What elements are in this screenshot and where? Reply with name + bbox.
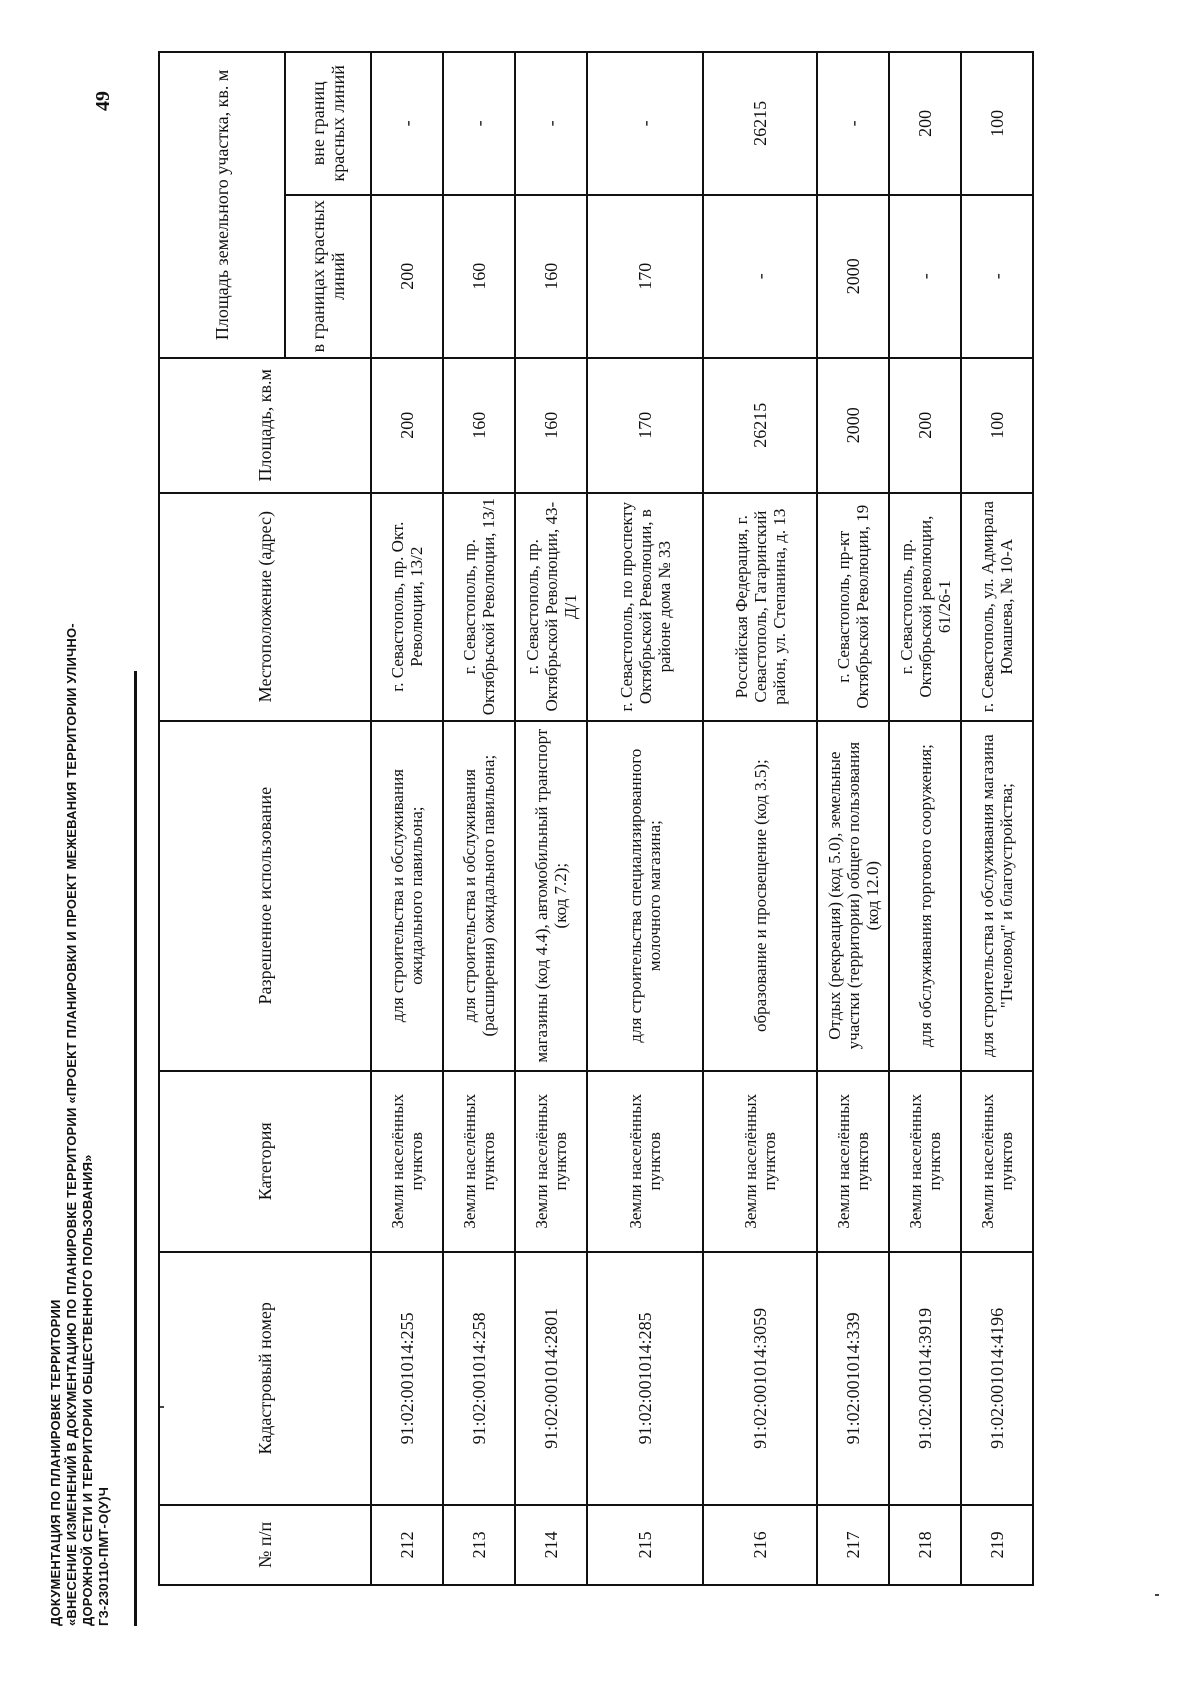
cell-category: Земли населённых пунктов [961,1071,1033,1252]
header-num: № п/п [159,1505,371,1585]
cell-category: Земли населённых пунктов [703,1071,817,1252]
cell-location: г. Севастополь, пр. Октябрьской революции, 61/26-1 [889,493,961,721]
cell-outside: 26215 [703,52,817,195]
cell-area: 200 [371,358,443,493]
cell-outside: - [817,52,889,195]
cell-permitted-use: для обслуживания торгового сооружения; [889,721,961,1071]
cell-permitted-use: для строительства и обслуживания магазина "Пчеловод" и благоустройства; [961,721,1033,1071]
cell-area: 26215 [703,358,817,493]
document-header [48,66,112,1626]
cell-permitted-use: Отдых (рекреация) (код 5.0), земельные участки (территории) общего пользования (код 12.0) [817,721,889,1071]
cell-inside: 160 [443,195,515,358]
cell-cadastral: 91:02:001014:3059 [703,1252,817,1505]
cell-cadastral: 91:02:001014:255 [371,1252,443,1505]
cell-num: 215 [587,1505,703,1585]
cell-inside: - [961,195,1033,358]
cell-category: Земли населённых пунктов [515,1071,587,1252]
cell-num: 216 [703,1505,817,1585]
cell-location: г. Севастополь, пр. Октябрьской Революции, 43-Д/1 [515,493,587,721]
cell-inside: 2000 [817,195,889,358]
cell-permitted-use: магазины (код 4.4), автомобильный транспорт (код 7.2); [515,721,587,1071]
cell-cadastral: 91:02:001014:339 [817,1252,889,1505]
cell-location: Российская Федерация, г. Севастополь, Гагаринский район, ул. Степанина, д. 13 [703,493,817,721]
table-row [587,52,703,1585]
header-location: Местоположение (адрес) [159,493,371,721]
cell-category: Земли населённых пунктов [443,1071,515,1252]
header-category: Категория [159,1071,371,1252]
cell-area: 170 [587,358,703,493]
cell-inside: 170 [587,195,703,358]
parcels-table [158,51,1034,1586]
cell-area: 100 [961,358,1033,493]
scan-speck [1155,1594,1159,1596]
header-line-3: ДОРОЖНОЙ СЕТИ И ТЕРРИТОРИИ ОБЩЕСТВЕННОГО ПОЛЬЗОВАНИЯ» [80,1154,95,1626]
table-row [817,52,889,1585]
cell-area: 200 [889,358,961,493]
header-plot-area: Площадь земельного участка, кв. м [159,52,285,358]
cell-permitted-use: образование и просвещение (код 3.5); [703,721,817,1071]
header-line-2: «ВНЕСЕНИЕ ИЗМЕНЕНИЙ В ДОКУМЕНТАЦИЮ ПО ПЛАНИРОВКЕ ТЕРРИТОРИИ «ПРОЕКТ ПЛАНИРОВКИ И ПРОЕКТ МЕЖЕВАНИЯ ТЕРРИТОРИИ УЛИЧНО- [64,623,79,1626]
cell-location: г. Севастополь, пр-кт Октябрьской Революции, 19 [817,493,889,721]
cell-cadastral: 91:02:001014:3919 [889,1252,961,1505]
cell-outside: - [443,52,515,195]
cell-num: 219 [961,1505,1033,1585]
cell-permitted-use: для строительства специализированного молочного магазина; [587,721,703,1071]
cell-cadastral: 91:02:001014:2801 [515,1252,587,1505]
cell-outside: - [371,52,443,195]
cell-cadastral: 91:02:001014:285 [587,1252,703,1505]
cell-cadastral: 91:02:001014:258 [443,1252,515,1505]
header-cadastral: Кадастровый номер [159,1252,371,1505]
cell-location: г. Севастополь, пр. Октябрьской Революции, 13/1 [443,493,515,721]
header-underline [134,671,137,1626]
cell-num: 218 [889,1505,961,1585]
cell-category: Земли населённых пунктов [889,1071,961,1252]
header-outside-red-lines: вне границ красных линий [285,52,371,195]
cell-inside: - [703,195,817,358]
page-number: 49 [92,91,114,111]
table-row [961,52,1033,1585]
header-area: Площадь, кв.м [159,358,371,493]
cell-location: г. Севастополь, по проспекту Октябрьской Революции, в районе дома № 33 [587,493,703,721]
cell-category: Земли населённых пунктов [587,1071,703,1252]
cell-inside: 200 [371,195,443,358]
header-permitted-use: Разрешенное использование [159,721,371,1071]
cell-location: г. Севастополь, ул. Адмирала Юмашева, № 10-А [961,493,1033,721]
header-line-4: ГЗ-230110-ПМТ-О(У)Ч [96,1486,111,1626]
cell-num: 217 [817,1505,889,1585]
header-line-1: ДОКУМЕНТАЦИЯ ПО ПЛАНИРОВКЕ ТЕРРИТОРИИ [48,1299,63,1626]
table-row [889,52,961,1585]
cell-num: 213 [443,1505,515,1585]
cell-location: г. Севастополь, пр. Окт. Революции, 13/2 [371,493,443,721]
cell-permitted-use: для строительства и обслуживания (расширения) ожидального павильона; [443,721,515,1071]
cell-num: 214 [515,1505,587,1585]
header-inside-red-lines: в границах красных линий [285,195,371,358]
cell-outside: - [587,52,703,195]
table-row [703,52,817,1585]
cell-permitted-use: для строительства и обслуживания ожидального павильона; [371,721,443,1071]
cell-area: 160 [443,358,515,493]
cell-area: 2000 [817,358,889,493]
cell-outside: 100 [961,52,1033,195]
cell-category: Земли населённых пунктов [817,1071,889,1252]
table-row [371,52,443,1585]
table-row [443,52,515,1585]
cell-outside: - [515,52,587,195]
cell-inside: - [889,195,961,358]
cell-num: 212 [371,1505,443,1585]
cell-cadastral: 91:02:001014:4196 [961,1252,1033,1505]
cell-area: 160 [515,358,587,493]
cell-category: Земли населённых пунктов [371,1071,443,1252]
table-row [515,52,587,1585]
cell-outside: 200 [889,52,961,195]
cell-inside: 160 [515,195,587,358]
